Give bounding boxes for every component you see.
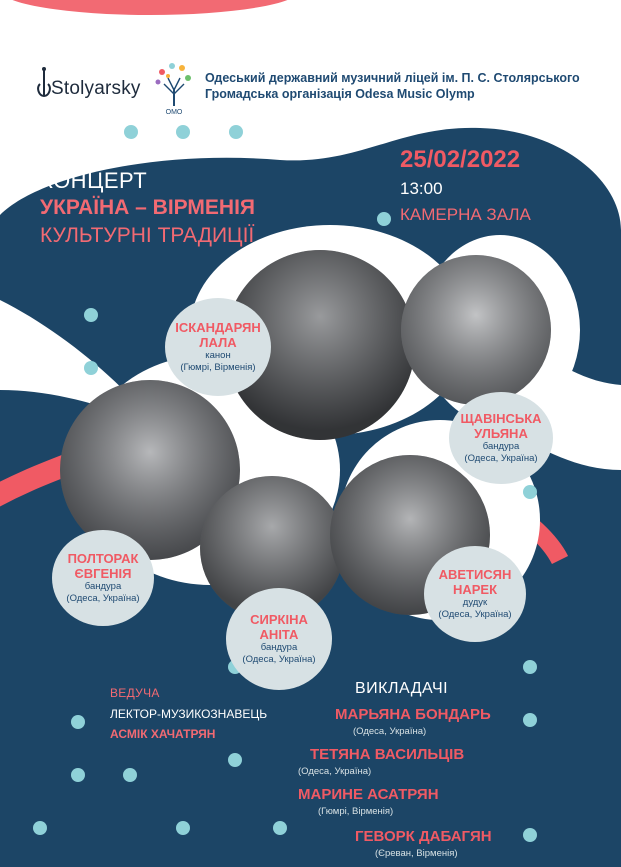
performer-city: (Одеса, Україна): [66, 593, 140, 604]
concert-title: УКРАЇНА – ВІРМЕНІЯ: [40, 196, 256, 219]
performer-instrument: дудук: [462, 597, 488, 608]
teacher-item: [355, 828, 492, 845]
stolyarsky-logo: [37, 66, 141, 100]
performer-name: ПОЛТОРАК: [67, 551, 139, 566]
host-name: АСМІК ХАЧАТРЯН: [110, 727, 216, 741]
performer-name: ІСКАНДАРЯН: [175, 320, 261, 335]
performer-instrument: бандура: [84, 581, 122, 592]
event-date: 25/02/2022: [400, 146, 521, 173]
performer-name: АВЕТИСЯН: [438, 567, 512, 582]
svg-text:OMO: OMO: [165, 109, 183, 116]
host-role: ЛЕКТОР-МУЗИКОЗНАВЕЦЬ: [110, 707, 268, 721]
performer-city: (Одеса, Україна): [464, 453, 538, 464]
organizers: [205, 70, 580, 102]
performer-instrument: канон: [205, 350, 231, 361]
teacher-city: (Гюмрі, Вірменія): [318, 806, 394, 817]
performer-avetisyan: [424, 546, 526, 642]
violin-icon: [37, 66, 51, 100]
performer-name: СИРКІНА: [250, 612, 308, 627]
host-label: ВЕДУЧА: [110, 686, 160, 700]
event-time: 13:00: [400, 179, 443, 198]
event-hall: КАМЕРНА ЗАЛА: [400, 205, 531, 224]
performer-shchavinska: [449, 392, 553, 484]
performer-syrkina: [226, 588, 332, 690]
performer-name: ЩАВІНСЬКА: [460, 411, 542, 426]
photo-shchavinska-shade: [401, 255, 551, 405]
performer-name: УЛЬЯНА: [474, 426, 528, 441]
teacher-item: [298, 786, 439, 803]
performer-iskandaryan: [165, 298, 271, 396]
performer-name: НАРЕК: [452, 582, 498, 597]
teacher-city: (Одеса, Україна): [298, 766, 372, 777]
performer-name: ЄВГЕНІЯ: [74, 566, 132, 581]
performer-instrument: бандура: [482, 441, 520, 452]
org-line-2: Громадська організація Odesa Music Olymp: [205, 87, 475, 101]
performer-city: (Одеса, Україна): [438, 609, 512, 620]
teacher-city: (Одеса, Україна): [353, 726, 427, 737]
performer-city: (Гюмрі, Вірменія): [180, 362, 256, 373]
concert-label: КОНЦЕРТ: [40, 168, 148, 193]
teachers-title: ВИКЛАДАЧІ: [355, 680, 449, 697]
concert-subtitle: КУЛЬТУРНІ ТРАДИЦІЇ: [40, 224, 255, 247]
teacher-name: МАРЬЯНА БОНДАРЬ: [335, 706, 491, 723]
performer-city: (Одеса, Україна): [242, 654, 316, 665]
teacher-city: (Єреван, Вірменія): [375, 848, 458, 859]
teacher-item: [310, 746, 464, 763]
performer-name: АНІТА: [259, 627, 299, 642]
teacher-name: МАРИНЕ АСАТРЯН: [298, 786, 439, 803]
teacher-name: ГЕВОРК ДАБАГЯН: [355, 828, 492, 845]
top-arc: [0, 0, 300, 15]
omo-logo: [152, 58, 196, 116]
performer-name: ЛАЛА: [199, 335, 237, 350]
teacher-item: [335, 706, 491, 723]
performer-instrument: бандура: [260, 642, 298, 653]
teacher-name: ТЕТЯНА ВАСИЛЬЦІВ: [310, 746, 465, 763]
stolyarsky-logo-text: Stolyarsky: [51, 78, 141, 99]
performer-poltorak: [52, 530, 154, 626]
org-line-1: Одеський державний музичний ліцей ім. П. С. Столярського: [205, 71, 580, 85]
